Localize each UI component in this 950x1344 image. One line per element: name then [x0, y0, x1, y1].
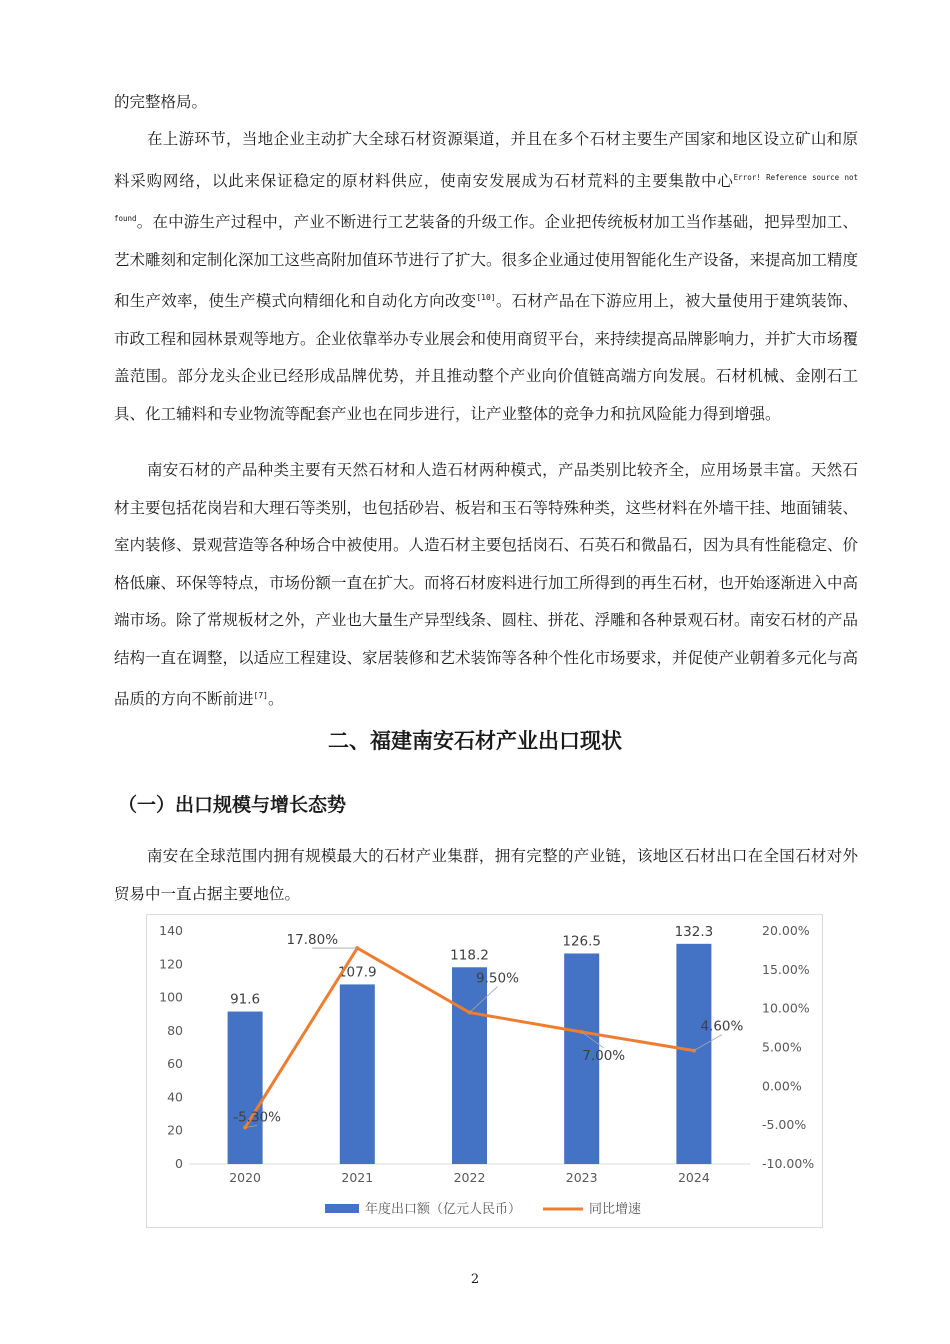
left-axis-tick: 120	[159, 956, 183, 972]
bar-label: 118.2	[450, 947, 489, 964]
right-axis-tick: 0.00%	[762, 1078, 802, 1094]
paragraph-1-text-a: 在上游环节，当地企业主动扩大全球石材资源渠道，并且在多个石材主要生产国家和地区设立矿山和原料采购网络，以此来保证稳定的原材料供应，使南安发展成为石材荒料的主要集散中心	[114, 130, 858, 190]
page-number: 2	[470, 1272, 480, 1287]
paragraph-2	[114, 452, 858, 719]
left-axis-tick: 60	[167, 1056, 183, 1072]
bar-2024	[676, 944, 711, 1164]
left-axis-tick: 40	[167, 1089, 183, 1105]
x-axis-tick: 2023	[565, 1170, 598, 1185]
bar-label: 126.5	[562, 933, 602, 950]
reference-error-note: Error! Reference source not found	[114, 172, 858, 224]
left-axis-tick: 20	[167, 1122, 183, 1138]
legend-bar-label: 年度出口额（亿元人民币）	[365, 1202, 522, 1217]
subsection-heading: （一）出口规模与增长态势	[118, 794, 347, 816]
bar-label: 91.6	[230, 991, 261, 1008]
left-axis-tick: 0	[175, 1156, 183, 1171]
left-axis-tick: 140	[159, 923, 183, 938]
legend-line-label: 同比增速	[589, 1202, 642, 1217]
left-axis-tick: 80	[167, 1022, 183, 1038]
citation-10[interactable]: [10]	[476, 293, 496, 303]
bar-2020	[228, 1012, 263, 1164]
paragraph-0	[114, 84, 858, 122]
bar-2022	[452, 967, 487, 1164]
left-axis-tick: 100	[159, 989, 183, 1005]
x-axis-tick: 2022	[453, 1170, 486, 1185]
right-axis-tick: 20.00%	[762, 923, 810, 938]
x-axis-tick: 2024	[677, 1170, 710, 1185]
right-axis-tick: 15.00%	[762, 961, 810, 977]
paragraph-2-text-b: 。	[267, 690, 284, 708]
bar-label: 107.9	[337, 964, 377, 981]
growth-label: 9.50%	[476, 970, 519, 987]
bar-label: 132.3	[674, 923, 714, 940]
right-axis-tick: -5.00%	[762, 1117, 807, 1133]
legend-bar-swatch	[325, 1204, 359, 1213]
paragraph-0-text: 的完整格局。	[114, 93, 208, 111]
export-chart-svg	[147, 915, 822, 1227]
right-axis-tick: -10.00%	[762, 1156, 815, 1171]
right-axis-tick: 5.00%	[762, 1039, 802, 1055]
paragraph-1-text-c: 。石材产品在下游应用上，被大量使用于建筑装饰、市政工程和园林景观等地方。企业依靠举办专业展会和使用商贸平台，来持续提高品牌影响力，并扩大市场覆盖范围。部分龙头企业已经形成品牌优势，并且推动整个产业向价值链高端方向发展。石材机械、金刚石工具、化工辅料和专业物流等配套产业也在同步进行，让产业整体的竞争力和抗风险能力得到增强。	[114, 292, 859, 423]
paragraph-1	[114, 121, 858, 433]
x-axis-tick: 2021	[341, 1170, 374, 1185]
paragraph-3-text: 南安在全球范围内拥有规模最大的石材产业集群，拥有完整的产业链，该地区石材出口在全国石材对外贸易中一直占据主要地位。	[114, 847, 858, 903]
growth-label: 4.60%	[700, 1018, 744, 1035]
paragraph-2-text-a: 南安石材的产品种类主要有天然石材和人造石材两种模式，产品类别比较齐全，应用场景丰富。天然石材主要包括花岗岩和大理石等类别，也包括砂岩、板岩和玉石等特殊种类，这些材料在外墙干挂、地面铺装、室内装修、景观营造等各种场合中被使用。人造石材主要包括岗石、石英石和微晶石，因为具有性能稳定、价格低廉、环保等特点，市场份额一直在扩大。而将石材废料进行加工所得到的再生石材，也开始逐渐进入中高端市场。除了常规板材之外，产业也大量生产异型线条、圆柱、拼花、浮雕和各种景观石材。南安石材的产品结构一直在调整，以适应工程建设、家居装修和艺术装饰等各种个性化市场要求，并促使产业朝着多元化与高品质的方向不断前进	[114, 461, 859, 708]
citation-7[interactable]: [7]	[253, 691, 268, 700]
growth-point-2024	[692, 1049, 696, 1053]
x-axis-tick: 2020	[229, 1170, 262, 1185]
section-heading: 二、福建南安石材产业出口现状	[328, 729, 622, 753]
paragraph-3	[114, 838, 858, 913]
export-chart	[146, 914, 823, 1228]
growth-label: -5.30%	[233, 1109, 281, 1126]
right-axis-tick: 10.00%	[762, 1000, 810, 1016]
bar-2021	[340, 984, 375, 1164]
growth-label: 7.00%	[582, 1047, 626, 1064]
growth-label: 17.80%	[286, 932, 339, 949]
paragraph-1-text-b: 。在中游生产过程中，产业不断进行工艺装备的升级工作。企业把传统板材加工当作基础，把异型加工、艺术雕刻和定制化深加工这些高附加值环节进行了扩大。很多企业通过使用智能化生产设备，来提高加工精度和生产效率，使生产模式向精细化和自动化方向改变	[114, 213, 859, 311]
